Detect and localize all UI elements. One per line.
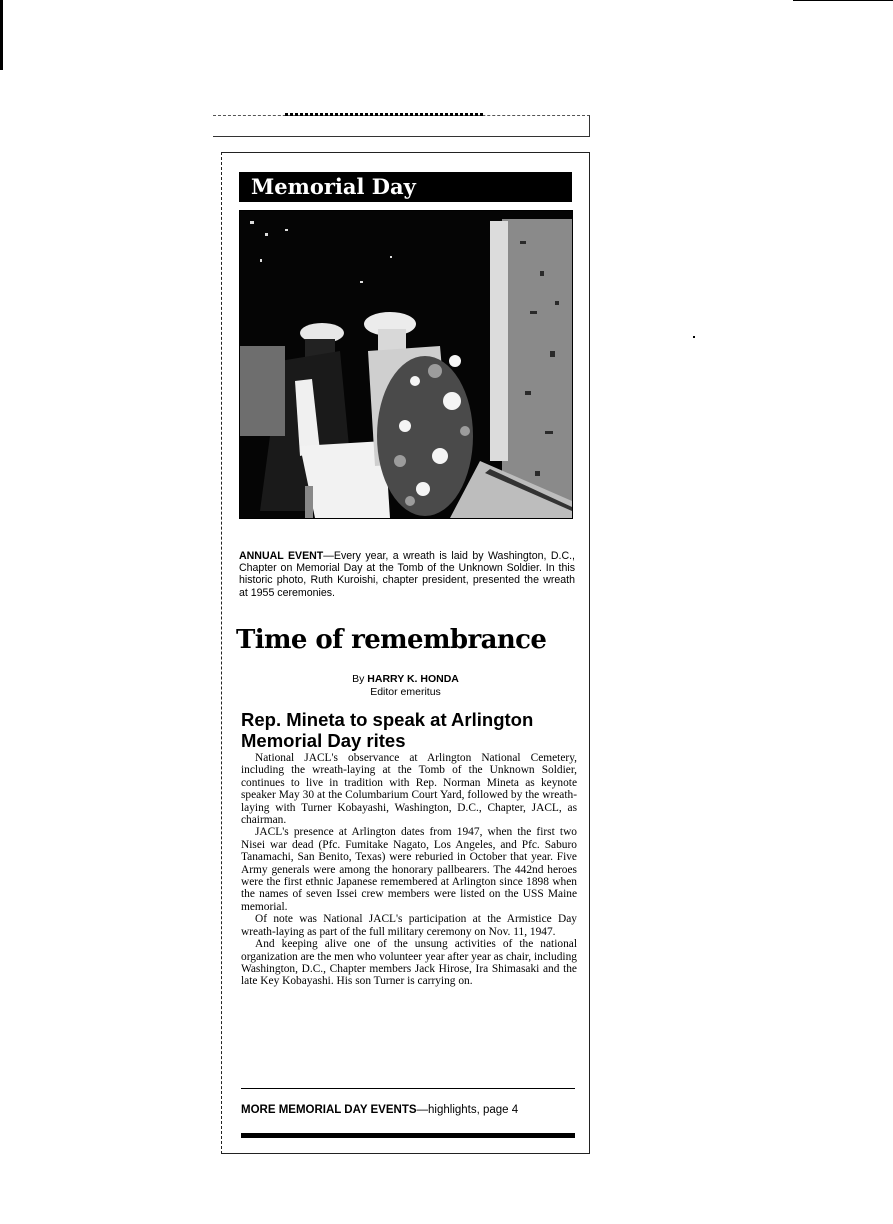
more-events-text: —highlights, page 4	[416, 1104, 519, 1116]
masthead-garbled-text	[285, 113, 485, 116]
bottom-rule	[241, 1133, 575, 1138]
caption-lead: ANNUAL EVENT	[239, 550, 324, 562]
wreath-ceremony-photo	[240, 211, 572, 518]
article-body	[241, 752, 577, 988]
section-banner: Memorial Day	[239, 172, 572, 202]
byline-title: Editor emeritus	[370, 686, 441, 698]
body-paragraph: JACL's presence at Arlington dates from 1947, when the first two Nisei war dead (Pfc. Fumitake Nagato, Los Angeles, and Pfc. Saburo Tanamachi, San Benito, Texas) were reburied in October that year. Five Army generals were among the honorary pallbearers. The 442nd heroes were the first ethnic Japanese remembered at Arlington since 1898 when the names of seven Issei crew members were listed on the USS Maine memorial.	[241, 826, 577, 913]
byline-author: HARRY K. HONDA	[367, 673, 459, 685]
photo-caption	[239, 550, 575, 599]
more-events-teaser	[241, 1104, 575, 1116]
caption-text: —Every year, a wreath is laid by Washington, D.C., Chapter on Memorial Day at the Tomb of the Unknown Soldier. In this historic photo, Ruth Kuroishi, chapter president, presented the wreath at 1955 ceremonies.	[239, 550, 575, 599]
byline	[222, 673, 589, 699]
headline: Time of remembrance	[236, 625, 547, 655]
article-photo	[239, 210, 573, 519]
scan-edge-mark	[793, 0, 893, 1]
divider-rule	[241, 1088, 575, 1089]
news-clipping	[221, 152, 590, 1154]
masthead-strip	[213, 115, 590, 137]
subheadline: Rep. Mineta to speak at Arlington Memorial Day rites	[241, 709, 534, 751]
byline-prefix: By	[352, 673, 365, 685]
more-events-lead: MORE MEMORIAL DAY EVENTS	[241, 1104, 417, 1116]
body-paragraph: Of note was National JACL's participation at the Armistice Day wreath-laying as part of the full military ceremony on Nov. 11, 1947.	[241, 913, 577, 938]
body-paragraph: National JACL's observance at Arlington National Cemetery, including the wreath-laying at the Tomb of the Unknown Soldier, continues to live in tradition with Rep. Norman Mineta as keynote speaker May 30 at the Columbarium Court Yard, followed by the wreath-laying with Turner Kobayashi, Washington, D.C., Chapter, JACL, as chairman.	[241, 752, 577, 827]
scan-edge-mark	[0, 0, 3, 70]
body-paragraph: And keeping alive one of the unsung activities of the national organization are the men who volunteer year after year as chair, including Washington, D.C., Chapter members Jack Hirose, Ira Shimasaki and the late Key Kobayashi. His son Turner is carrying on.	[241, 938, 577, 988]
scan-speck	[693, 336, 695, 338]
